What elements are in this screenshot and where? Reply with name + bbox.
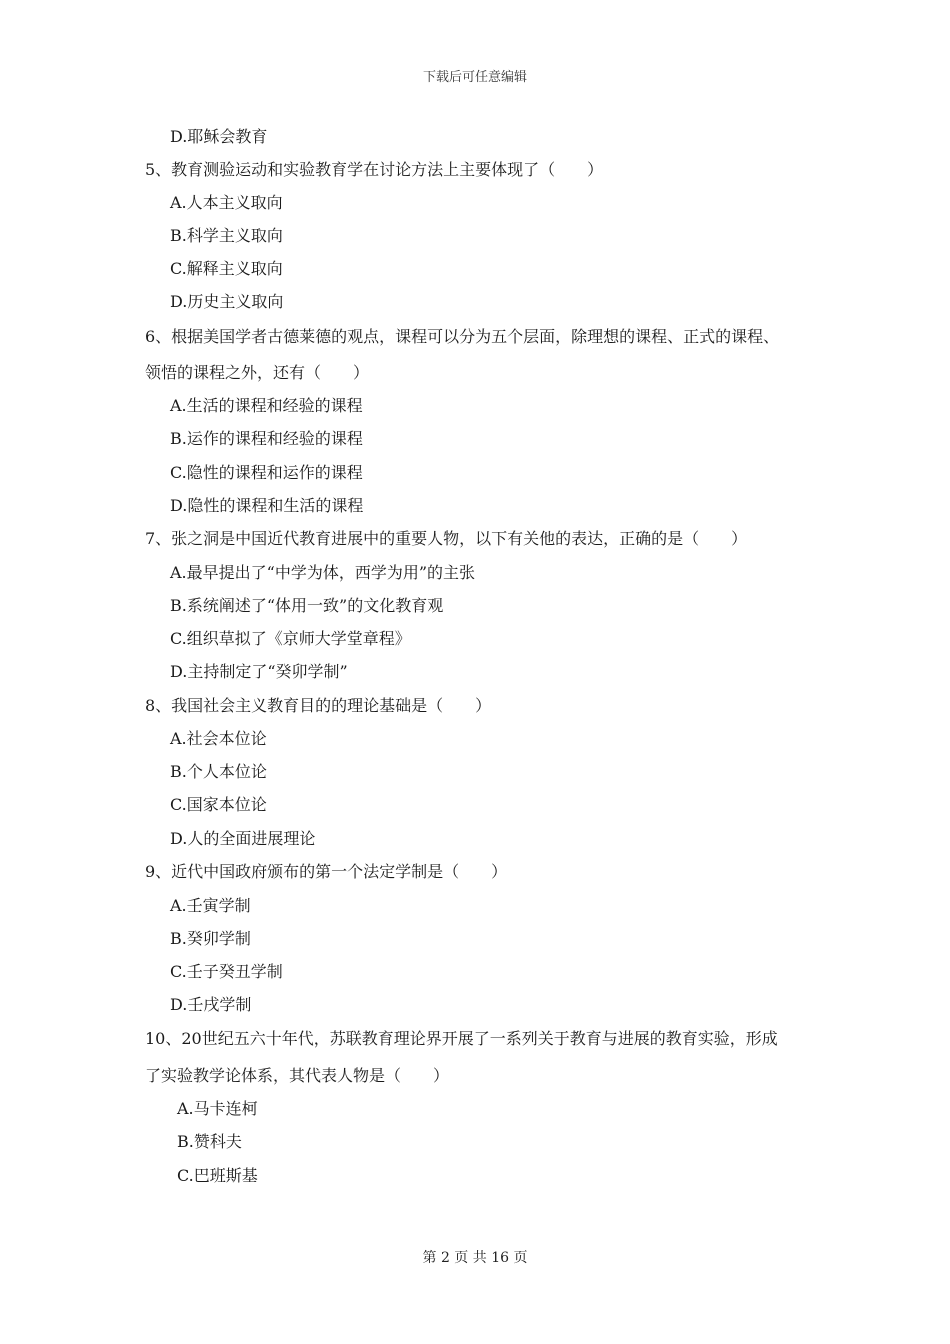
question-5: 5、教育测验运动和实验教育学在讨论方法上主要体现了（ ）: [145, 160, 604, 179]
question-6-line-2: 领悟的课程之外，还有（ ）: [145, 363, 370, 382]
q9-option-a: A.壬寅学制: [170, 896, 251, 915]
q6-option-a: A.生活的课程和经验的课程: [170, 396, 363, 415]
q7-option-a: A.最早提出了“中学为体，西学为用”的主张: [170, 563, 476, 582]
q7-option-d: D.主持制定了“癸卯学制”: [170, 662, 348, 681]
q10-option-b: B.赞科夫: [177, 1132, 242, 1151]
q8-option-b: B.个人本位论: [170, 762, 267, 781]
question-6-line-1: 6、根据美国学者古德莱德的观点，课程可以分为五个层面，除理想的课程、正式的课程、: [145, 327, 780, 346]
q4-option-d: D.耶稣会教育: [170, 127, 268, 146]
page-footer: 第 2 页 共 16 页: [422, 1250, 528, 1266]
q8-option-a: A.社会本位论: [170, 729, 267, 748]
q8-option-d: D.人的全面进展理论: [170, 829, 316, 848]
question-10-line-2: 了实验教学论体系，其代表人物是（ ）: [145, 1066, 450, 1085]
question-9: 9、近代中国政府颁布的第一个法定学制是（ ）: [145, 862, 508, 881]
page-header: 下载后可任意编辑: [422, 70, 527, 85]
q7-option-c: C.组织草拟了《京师大学堂章程》: [170, 629, 411, 648]
q10-option-a: A.马卡连柯: [177, 1099, 258, 1118]
q5-option-b: B.科学主义取向: [170, 226, 283, 245]
q6-option-d: D.隐性的课程和生活的课程: [170, 496, 364, 515]
q9-option-d: D.壬戌学制: [170, 995, 252, 1014]
q5-option-c: C.解释主义取向: [170, 259, 283, 278]
q5-option-d: D.历史主义取向: [170, 292, 284, 311]
q7-option-b: B.系统阐述了“体用一致”的文化教育观: [170, 596, 444, 615]
q5-option-a: A.人本主义取向: [170, 193, 283, 212]
q6-option-c: C.隐性的课程和运作的课程: [170, 463, 363, 482]
q9-option-c: C.壬子癸丑学制: [170, 962, 283, 981]
q6-option-b: B.运作的课程和经验的课程: [170, 429, 363, 448]
question-8: 8、我国社会主义教育目的的理论基础是（ ）: [145, 696, 492, 715]
q9-option-b: B.癸卯学制: [170, 929, 251, 948]
q10-option-c: C.巴班斯基: [177, 1166, 258, 1185]
question-7: 7、张之洞是中国近代教育进展中的重要人物，以下有关他的表达，正确的是（ ）: [145, 529, 748, 548]
question-10-line-1: 10、20世纪五六十年代，苏联教育理论界开展了一系列关于教育与进展的教育实验，形成: [145, 1029, 778, 1048]
q8-option-c: C.国家本位论: [170, 795, 267, 814]
